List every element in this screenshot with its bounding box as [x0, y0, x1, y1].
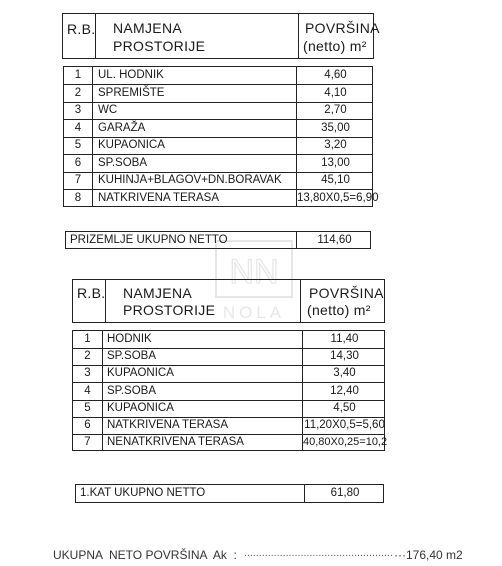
room-name: GARAŽA [98, 121, 146, 134]
header-povrsina: POVRŠINA [305, 20, 380, 36]
room-name: WC [98, 104, 118, 116]
table-row [64, 67, 372, 85]
room-area: 12,40 [330, 384, 359, 397]
room-name: SPREMIŠTE [98, 86, 165, 99]
room-name: SP.SOBA [98, 156, 148, 169]
table-row [73, 434, 388, 452]
table-row [73, 400, 384, 418]
header-netto: (netto) m² [303, 38, 367, 54]
room-name: SP.SOBA [107, 384, 157, 397]
first-floor-summary [75, 484, 384, 503]
total-net-area [0, 548, 502, 566]
summary-label: PRIZEMLJE UKUPNO NETTO [70, 234, 228, 246]
room-area: 4,50 [333, 401, 356, 414]
row-number: 7 [74, 174, 82, 186]
ground-floor-header [62, 13, 380, 59]
header-povrsina: POVRŠINA [309, 285, 384, 301]
room-area: 13,80X0,5=6,90 [297, 191, 379, 204]
row-number: 5 [74, 139, 82, 151]
table-row [73, 365, 384, 383]
row-number: 3 [74, 104, 82, 116]
room-area: 40,80X0,25=10,2 [303, 436, 388, 449]
room-area: 35,00 [321, 121, 350, 134]
room-name: NENATKRIVENA TERASA [107, 436, 244, 449]
room-name: KUHINJA+BLAGOV+DN.BORAVAK [98, 174, 282, 186]
row-number: 7 [84, 436, 91, 449]
table-row [64, 137, 372, 155]
room-name: KUPAONICA [107, 401, 174, 414]
row-number: 6 [74, 156, 82, 169]
header-rb: R.B. [77, 285, 106, 301]
row-number: 4 [74, 121, 82, 134]
room-area: 14,30 [330, 350, 359, 363]
total-label: UKUPNA NETO POVRŠINA Ak : [53, 548, 237, 562]
header-netto: (netto) m² [307, 302, 371, 318]
room-area: 3,40 [333, 367, 356, 380]
room-name: KUPAONICA [98, 139, 165, 151]
total-leader-dots: .................................................. [244, 548, 393, 559]
room-name: UL. HODNIK [98, 69, 164, 81]
header-prostorije: PROSTORIJE [123, 302, 216, 318]
room-area: 45,10 [321, 174, 350, 186]
room-area: 2,70 [324, 104, 347, 116]
row-number: 3 [84, 367, 91, 380]
ground-floor-table [63, 66, 379, 207]
summary-value: 61,80 [330, 487, 360, 499]
room-area: 4,10 [324, 86, 347, 99]
room-area: 4,60 [324, 69, 347, 81]
header-namjena: NAMJENA [113, 20, 182, 36]
table-row [73, 348, 384, 366]
row-number: 2 [74, 86, 82, 99]
row-number: 4 [84, 384, 91, 397]
room-name: NATKRIVENA TERASA [107, 419, 228, 431]
first-floor-header [72, 279, 385, 323]
room-name: NATKRIVENA TERASA [98, 191, 219, 204]
table-row [64, 102, 372, 120]
room-area: 11,40 [330, 333, 359, 345]
room-name: KUPAONICA [107, 367, 174, 380]
header-rb: R.B. [67, 21, 96, 37]
total-value: ···176,40 m2 [394, 548, 463, 562]
row-number: 6 [84, 419, 91, 431]
row-number: 1 [84, 333, 91, 345]
table-row [64, 85, 372, 103]
table-row [64, 172, 372, 190]
table-row [64, 190, 379, 208]
header-namjena: NAMJENA [123, 285, 192, 301]
row-number: 8 [74, 191, 82, 204]
summary-value: 114,60 [317, 234, 352, 246]
room-area: 13,00 [321, 156, 350, 169]
svg-text:NN: NN [229, 253, 279, 291]
room-name: HODNIK [107, 333, 152, 345]
row-number: 5 [84, 401, 91, 414]
room-area: 11,20X0,5=5,60 [304, 419, 385, 431]
svg-text:NOLA: NOLA [222, 303, 286, 322]
first-floor-table [72, 330, 388, 451]
summary-label: 1.KAT UKUPNO NETTO [80, 487, 206, 499]
table-row [73, 417, 384, 435]
room-area: 3,20 [324, 139, 347, 151]
header-prostorije: PROSTORIJE [113, 38, 206, 54]
room-name: SP.SOBA [107, 350, 157, 363]
row-number: 2 [84, 350, 91, 363]
table-row [64, 155, 372, 173]
table-row [64, 120, 372, 138]
row-number: 1 [74, 69, 82, 81]
table-row [73, 383, 384, 401]
table-row [73, 331, 384, 349]
